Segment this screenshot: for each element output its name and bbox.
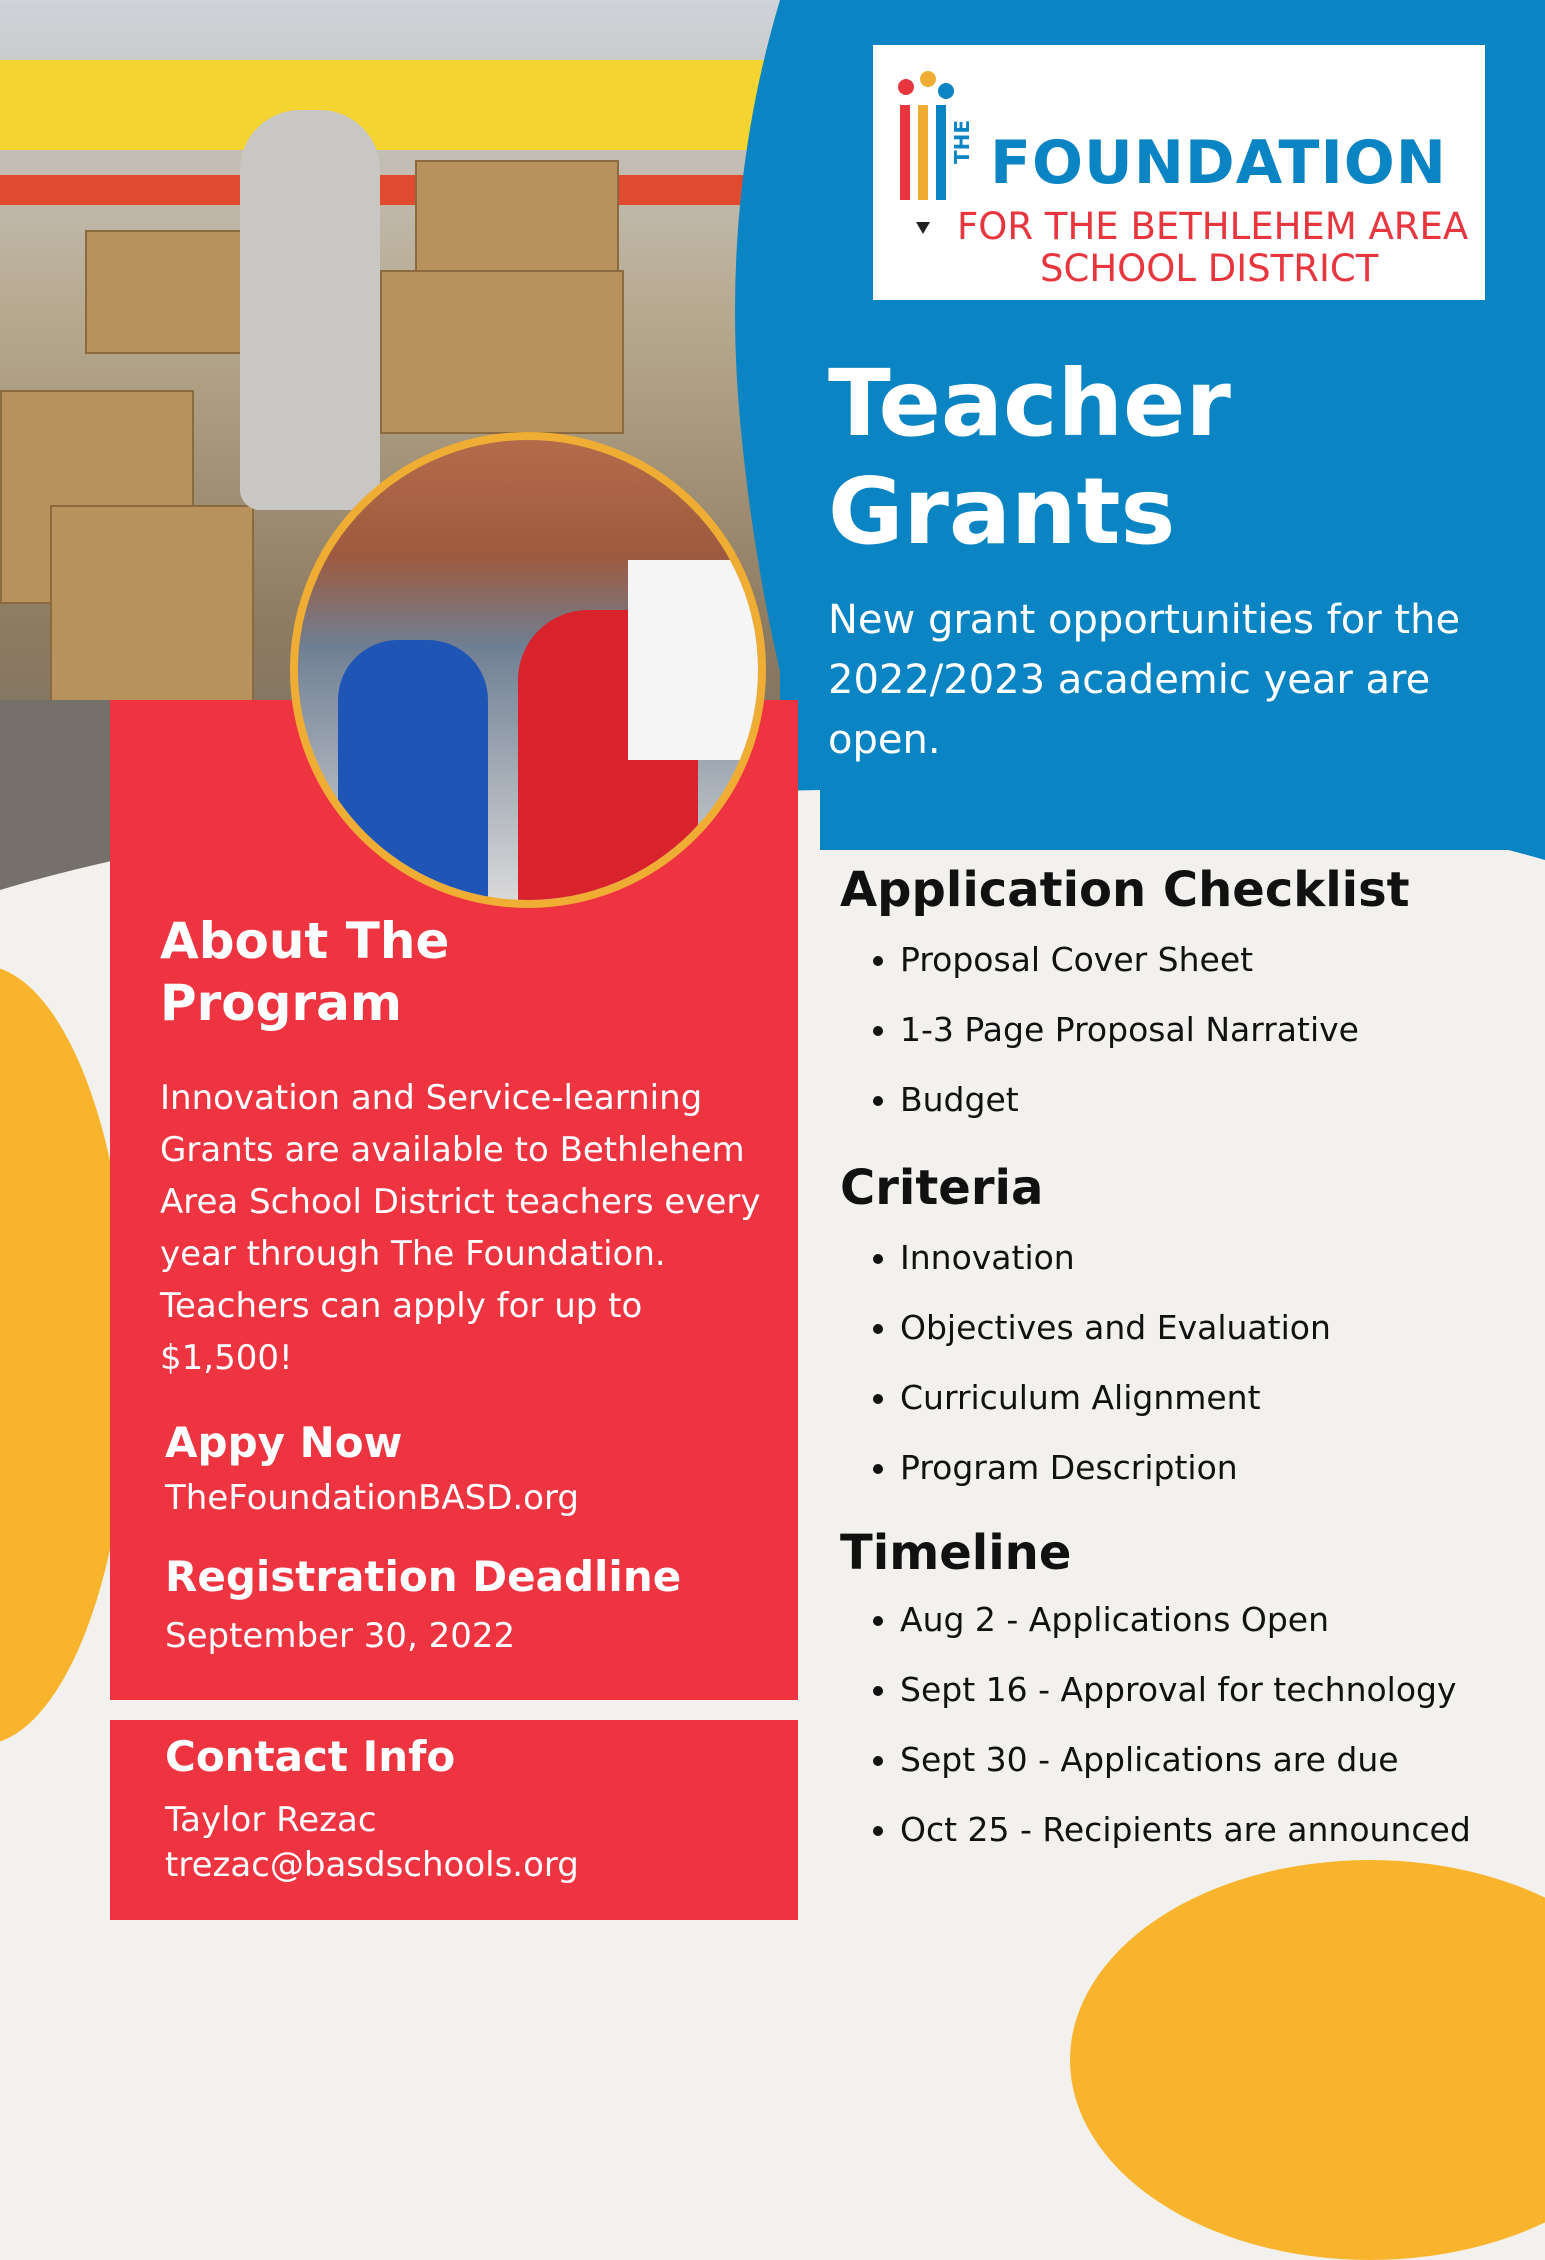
photo-person	[240, 110, 380, 510]
yellow-arc-bottom-right	[1070, 1860, 1545, 2260]
about-body: Innovation and Service-learning Grants are available to Bethlehem Area School District teachers every year through The Foundation. Teachers can apply for up to $1,500!	[160, 1078, 761, 1378]
list-item: • Curriculum Alignment	[900, 1363, 1545, 1433]
apply-url[interactable]: TheFoundationBASD.org	[165, 1478, 579, 1518]
timeline-heading: Timeline	[840, 1525, 1072, 1581]
logo-line2: SCHOOL DISTRICT	[1040, 247, 1379, 290]
photo-box	[380, 270, 624, 434]
photo-student-blue	[338, 640, 488, 900]
deadline-heading: Registration Deadline	[165, 1552, 682, 1601]
photo-shelf	[0, 60, 820, 150]
checklist-list	[855, 925, 1545, 1135]
list-item: • Budget	[900, 1065, 1545, 1135]
photo-counter	[0, 175, 820, 205]
list-item: • Objectives and Evaluation	[900, 1293, 1545, 1363]
list-item: • Sept 16 - Approval for technology	[900, 1655, 1545, 1725]
logo-people-icon	[888, 65, 958, 205]
list-item: • Proposal Cover Sheet	[900, 925, 1545, 995]
page-subtitle: New grant opportunities for the 2022/2023 academic year are open.	[828, 597, 1461, 763]
photo-box	[50, 505, 254, 709]
criteria-list	[855, 1223, 1545, 1503]
title-line2: Grants	[828, 458, 1176, 565]
list-item: • Innovation	[900, 1223, 1545, 1293]
logo-triangle-icon	[916, 222, 930, 234]
contact-heading: Contact Info	[165, 1732, 456, 1781]
checklist-heading: Application Checklist	[840, 862, 1410, 918]
list-item: • Oct 25 - Recipients are announced	[900, 1795, 1545, 1865]
logo-the: THE	[950, 120, 974, 165]
photo-box	[85, 230, 259, 354]
logo-line1: FOR THE BETHLEHEM AREA	[957, 205, 1469, 248]
contact-email[interactable]: trezac@basdschools.org	[165, 1845, 579, 1885]
logo-wordmark: FOUNDATION	[990, 128, 1447, 198]
contact-name: Taylor Rezac	[165, 1800, 377, 1840]
list-item: • Aug 2 - Applications Open	[900, 1585, 1545, 1655]
criteria-heading: Criteria	[840, 1160, 1044, 1216]
page-title	[828, 350, 1428, 566]
students-photo	[290, 432, 766, 908]
photo-whiteboard	[628, 560, 758, 760]
list-item: • 1-3 Page Proposal Narrative	[900, 995, 1545, 1065]
title-line1: Teacher	[828, 350, 1231, 457]
about-heading: About The Program	[160, 912, 450, 1032]
list-item: • Program Description	[900, 1433, 1545, 1503]
list-item: • Sept 30 - Applications are due	[900, 1725, 1545, 1795]
apply-heading: Appy Now	[165, 1418, 403, 1467]
deadline-date: September 30, 2022	[165, 1616, 516, 1656]
timeline-list	[855, 1585, 1545, 1865]
